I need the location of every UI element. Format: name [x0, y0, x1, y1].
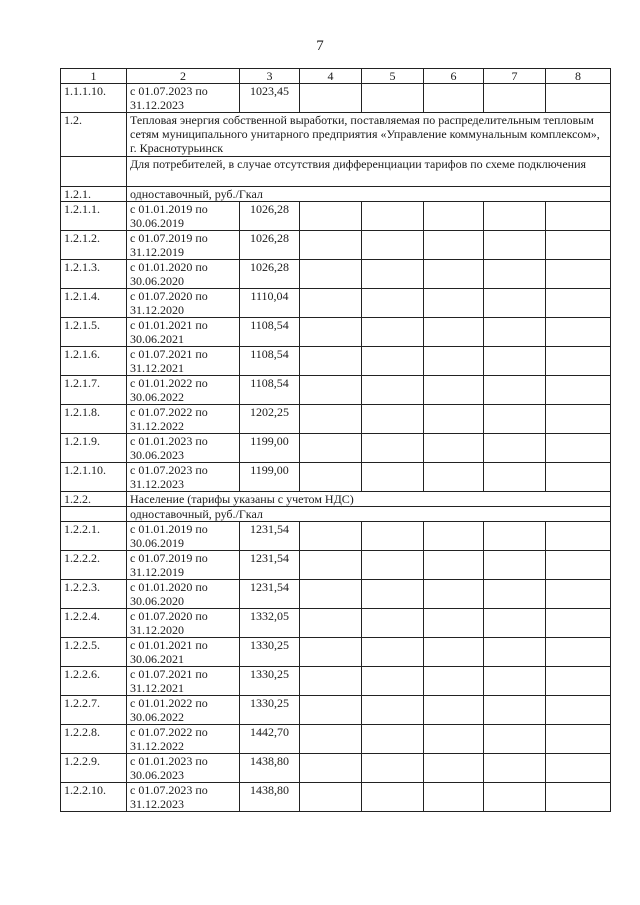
empty-cell	[484, 318, 546, 347]
table-row	[61, 202, 611, 231]
empty-cell	[424, 318, 484, 347]
empty-cell	[424, 84, 484, 113]
page-number: 7	[316, 38, 324, 54]
empty-cell	[362, 289, 424, 318]
empty-cell	[424, 638, 484, 667]
empty-cell	[424, 202, 484, 231]
row-code: 1.2.2.	[61, 492, 127, 507]
row-code: 1.2.2.5.	[61, 638, 127, 667]
row-code: 1.2.1.9.	[61, 434, 127, 463]
table-row	[61, 260, 611, 289]
empty-cell	[362, 638, 424, 667]
tariff-table	[60, 68, 611, 812]
table-row	[61, 434, 611, 463]
empty-cell	[484, 638, 546, 667]
table-row	[61, 580, 611, 609]
row-value: 1110,04	[240, 289, 300, 318]
row-code: 1.2.1.5.	[61, 318, 127, 347]
empty-cell	[484, 754, 546, 783]
row-code: 1.2.2.1.	[61, 522, 127, 551]
empty-cell	[424, 667, 484, 696]
row-value: 1202,25	[240, 405, 300, 434]
empty-cell	[300, 289, 362, 318]
table-row	[61, 231, 611, 260]
table-row	[61, 463, 611, 492]
empty-cell	[484, 551, 546, 580]
row-code	[61, 157, 127, 187]
empty-cell	[546, 667, 611, 696]
row-code: 1.2.2.3.	[61, 580, 127, 609]
row-period: с 01.07.2019 по 31.12.2019	[127, 551, 240, 580]
empty-cell	[546, 260, 611, 289]
row-period: с 01.01.2020 по 30.06.2020	[127, 580, 240, 609]
empty-cell	[424, 609, 484, 638]
row-code: 1.2.1.	[61, 187, 127, 202]
row-value: 1023,45	[240, 84, 300, 113]
row-period: с 01.01.2022 по 30.06.2022	[127, 696, 240, 725]
table-body	[61, 69, 611, 812]
empty-cell	[484, 376, 546, 405]
empty-cell	[362, 725, 424, 754]
empty-cell	[300, 260, 362, 289]
empty-cell	[484, 231, 546, 260]
empty-cell	[300, 318, 362, 347]
empty-cell	[546, 434, 611, 463]
empty-cell	[300, 376, 362, 405]
row-period: с 01.01.2023 по 30.06.2023	[127, 434, 240, 463]
column-header: 2	[127, 69, 240, 84]
empty-cell	[424, 725, 484, 754]
empty-cell	[484, 434, 546, 463]
empty-cell	[362, 260, 424, 289]
section-text: Тепловая энергия собственной выработки, поставляемая по распределительным тепловым сетям муниципального унитарного предприятия «Управление коммунальным комплексом», г. Краснотурьинск	[127, 113, 611, 157]
row-period: с 01.07.2023 по 31.12.2023	[127, 463, 240, 492]
section-row	[61, 113, 611, 157]
table-row	[61, 289, 611, 318]
row-value: 1199,00	[240, 463, 300, 492]
empty-cell	[546, 522, 611, 551]
row-period: с 01.07.2023 по 31.12.2023	[127, 84, 240, 113]
column-header: 5	[362, 69, 424, 84]
empty-cell	[300, 551, 362, 580]
row-value: 1026,28	[240, 260, 300, 289]
table-row	[61, 609, 611, 638]
row-value: 1231,54	[240, 522, 300, 551]
row-period: с 01.01.2023 по 30.06.2023	[127, 754, 240, 783]
row-value: 1231,54	[240, 551, 300, 580]
row-code: 1.2.1.3.	[61, 260, 127, 289]
table-row	[61, 696, 611, 725]
empty-cell	[546, 551, 611, 580]
row-code: 1.2.2.7.	[61, 696, 127, 725]
section-row	[61, 187, 611, 202]
row-code: 1.2.1.1.	[61, 202, 127, 231]
empty-cell	[484, 347, 546, 376]
empty-cell	[300, 696, 362, 725]
column-header: 1	[61, 69, 127, 84]
empty-cell	[424, 696, 484, 725]
column-header: 7	[484, 69, 546, 84]
empty-cell	[484, 463, 546, 492]
empty-cell	[546, 609, 611, 638]
section-text: Население (тарифы указаны с учетом НДС)	[127, 492, 611, 507]
empty-cell	[362, 376, 424, 405]
row-code: 1.2.2.4.	[61, 609, 127, 638]
empty-cell	[300, 434, 362, 463]
empty-cell	[300, 754, 362, 783]
empty-cell	[484, 405, 546, 434]
empty-cell	[424, 551, 484, 580]
row-code: 1.2.2.6.	[61, 667, 127, 696]
row-code: 1.1.1.10.	[61, 84, 127, 113]
empty-cell	[424, 522, 484, 551]
empty-cell	[362, 696, 424, 725]
empty-cell	[546, 231, 611, 260]
empty-cell	[362, 347, 424, 376]
empty-cell	[546, 754, 611, 783]
empty-cell	[546, 405, 611, 434]
empty-cell	[300, 725, 362, 754]
empty-cell	[546, 84, 611, 113]
empty-cell	[362, 434, 424, 463]
empty-cell	[300, 580, 362, 609]
column-header: 6	[424, 69, 484, 84]
empty-cell	[424, 347, 484, 376]
table-row	[61, 318, 611, 347]
row-code: 1.2.1.2.	[61, 231, 127, 260]
row-period: с 01.07.2022 по 31.12.2022	[127, 725, 240, 754]
row-period: с 01.01.2022 по 30.06.2022	[127, 376, 240, 405]
table-row	[61, 783, 611, 812]
table-row	[61, 84, 611, 113]
row-code: 1.2.2.10.	[61, 783, 127, 812]
empty-cell	[484, 84, 546, 113]
column-header: 4	[300, 69, 362, 84]
empty-cell	[300, 667, 362, 696]
empty-cell	[546, 783, 611, 812]
column-header: 3	[240, 69, 300, 84]
empty-cell	[546, 696, 611, 725]
note-row	[61, 507, 611, 522]
table-row	[61, 725, 611, 754]
note-text: одноставочный, руб./Гкал	[127, 507, 611, 522]
empty-cell	[546, 725, 611, 754]
empty-cell	[362, 783, 424, 812]
row-value: 1438,80	[240, 754, 300, 783]
empty-cell	[424, 783, 484, 812]
row-code: 1.2.1.8.	[61, 405, 127, 434]
empty-cell	[300, 783, 362, 812]
empty-cell	[546, 347, 611, 376]
row-value: 1438,80	[240, 783, 300, 812]
empty-cell	[424, 754, 484, 783]
empty-cell	[546, 376, 611, 405]
row-value: 1231,54	[240, 580, 300, 609]
empty-cell	[546, 638, 611, 667]
empty-cell	[300, 638, 362, 667]
empty-cell	[424, 405, 484, 434]
empty-cell	[362, 463, 424, 492]
row-period: с 01.07.2022 по 31.12.2022	[127, 405, 240, 434]
row-value: 1026,28	[240, 202, 300, 231]
section-row	[61, 492, 611, 507]
empty-cell	[300, 463, 362, 492]
empty-cell	[484, 667, 546, 696]
row-period: с 01.07.2020 по 31.12.2020	[127, 609, 240, 638]
row-code: 1.2.1.7.	[61, 376, 127, 405]
empty-cell	[484, 609, 546, 638]
empty-cell	[484, 696, 546, 725]
empty-cell	[300, 231, 362, 260]
table-row	[61, 347, 611, 376]
row-value: 1108,54	[240, 318, 300, 347]
empty-cell	[424, 260, 484, 289]
row-value: 1332,05	[240, 609, 300, 638]
row-period: с 01.07.2019 по 31.12.2019	[127, 231, 240, 260]
empty-cell	[362, 609, 424, 638]
empty-cell	[300, 84, 362, 113]
empty-cell	[424, 434, 484, 463]
empty-cell	[300, 202, 362, 231]
empty-cell	[484, 783, 546, 812]
empty-cell	[300, 347, 362, 376]
row-value: 1199,00	[240, 434, 300, 463]
row-code: 1.2.1.4.	[61, 289, 127, 318]
empty-cell	[424, 289, 484, 318]
row-value: 1330,25	[240, 667, 300, 696]
row-period: с 01.01.2021 по 30.06.2021	[127, 318, 240, 347]
empty-cell	[546, 463, 611, 492]
row-value: 1330,25	[240, 696, 300, 725]
row-period: с 01.07.2023 по 31.12.2023	[127, 783, 240, 812]
row-period: с 01.07.2021 по 31.12.2021	[127, 667, 240, 696]
empty-cell	[362, 580, 424, 609]
table-row	[61, 638, 611, 667]
empty-cell	[424, 376, 484, 405]
empty-cell	[424, 231, 484, 260]
empty-cell	[484, 580, 546, 609]
empty-cell	[300, 522, 362, 551]
empty-cell	[300, 609, 362, 638]
empty-cell	[362, 231, 424, 260]
empty-cell	[484, 202, 546, 231]
note-row	[61, 157, 611, 187]
row-period: с 01.07.2021 по 31.12.2021	[127, 347, 240, 376]
table-row	[61, 522, 611, 551]
empty-cell	[362, 84, 424, 113]
row-code: 1.2.	[61, 113, 127, 157]
empty-cell	[546, 318, 611, 347]
row-period: с 01.01.2021 по 30.06.2021	[127, 638, 240, 667]
empty-cell	[424, 463, 484, 492]
row-code	[61, 507, 127, 522]
empty-cell	[484, 725, 546, 754]
row-period: с 01.07.2020 по 31.12.2020	[127, 289, 240, 318]
header-row	[61, 69, 611, 84]
table-row	[61, 551, 611, 580]
empty-cell	[546, 202, 611, 231]
table-row	[61, 405, 611, 434]
row-value: 1108,54	[240, 347, 300, 376]
empty-cell	[362, 318, 424, 347]
row-value: 1330,25	[240, 638, 300, 667]
empty-cell	[484, 260, 546, 289]
row-value: 1442,70	[240, 725, 300, 754]
empty-cell	[546, 580, 611, 609]
empty-cell	[362, 522, 424, 551]
row-value: 1026,28	[240, 231, 300, 260]
section-text: одноставочный, руб./Гкал	[127, 187, 611, 202]
row-period: с 01.01.2019 по 30.06.2019	[127, 522, 240, 551]
row-code: 1.2.2.2.	[61, 551, 127, 580]
row-value: 1108,54	[240, 376, 300, 405]
row-period: с 01.01.2020 по 30.06.2020	[127, 260, 240, 289]
table-row	[61, 376, 611, 405]
empty-cell	[546, 289, 611, 318]
row-period: с 01.01.2019 по 30.06.2019	[127, 202, 240, 231]
row-code: 1.2.2.8.	[61, 725, 127, 754]
table-row	[61, 754, 611, 783]
note-text: Для потребителей, в случае отсутствия дифференциации тарифов по схеме подключения	[127, 157, 611, 187]
empty-cell	[362, 202, 424, 231]
row-code: 1.2.1.10.	[61, 463, 127, 492]
column-header: 8	[546, 69, 611, 84]
empty-cell	[424, 580, 484, 609]
empty-cell	[362, 405, 424, 434]
empty-cell	[362, 754, 424, 783]
row-code: 1.2.1.6.	[61, 347, 127, 376]
empty-cell	[362, 667, 424, 696]
empty-cell	[300, 405, 362, 434]
empty-cell	[484, 289, 546, 318]
empty-cell	[484, 522, 546, 551]
row-code: 1.2.2.9.	[61, 754, 127, 783]
table-row	[61, 667, 611, 696]
empty-cell	[362, 551, 424, 580]
